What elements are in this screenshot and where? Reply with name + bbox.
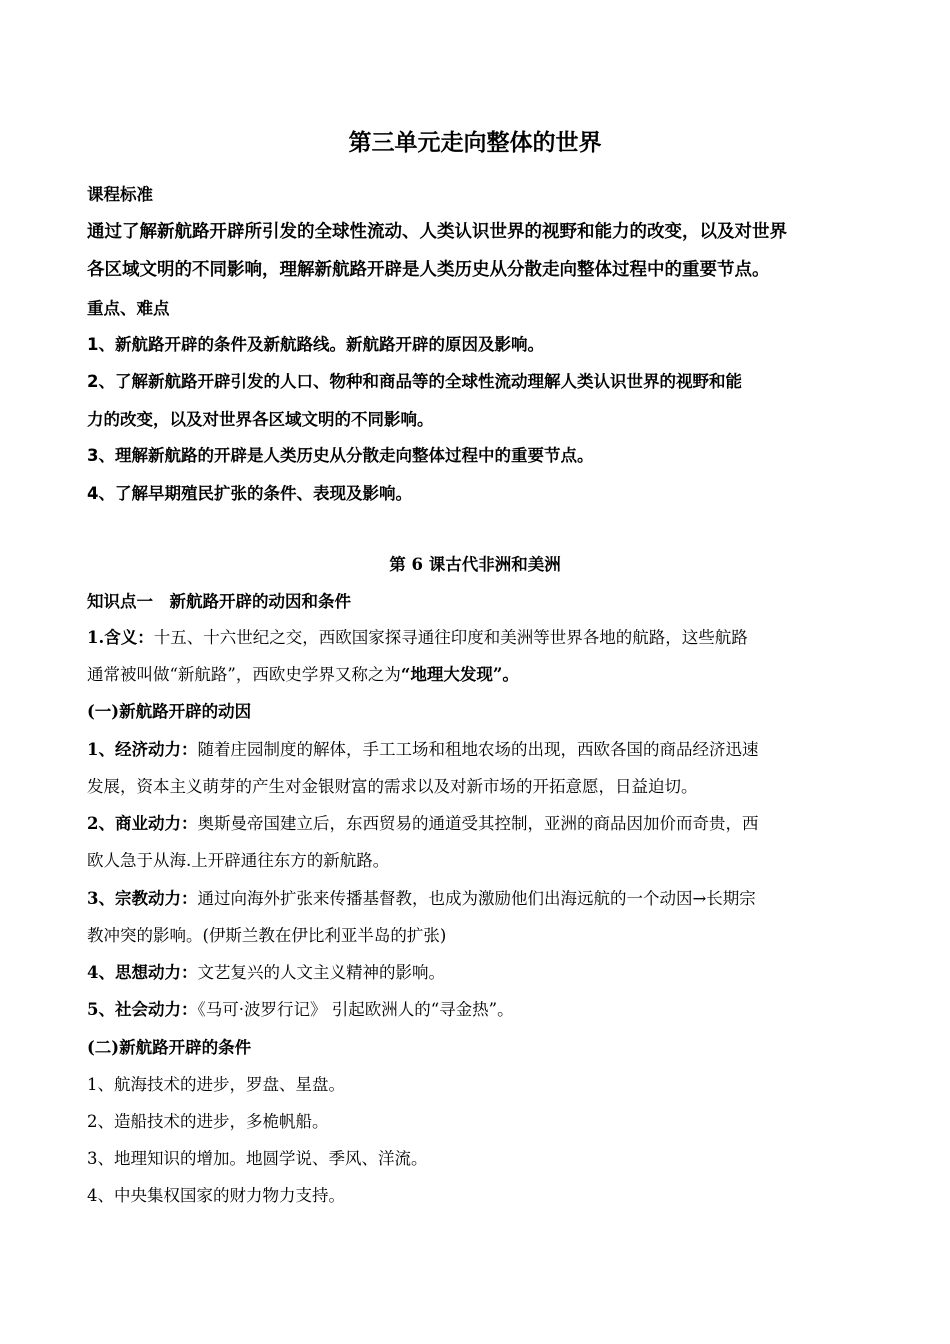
definition-term: “地理大发现”。 [400,665,519,684]
motive-2-line-2: 欧人急于从海.上开辟通往东方的新航路。 [87,851,390,870]
unit-title: 第三单元走向整体的世界 [348,129,602,156]
motive-3-line-1 [87,885,867,909]
definition-text-1: 十五、十六世纪之交，西欧国家探寻通往印度和美洲等世界各地的航路，这些航路 [153,628,748,647]
knowledge-point-heading: 知识点一 新航路开辟的动因和条件 [87,592,351,611]
definition-label: 1.含义： [87,628,154,647]
key-points-heading: 重点、难点 [87,299,170,318]
motive-3-text-1: 通过向海外扩张来传播基督教，也成为激励他们出海远航的一个动因→长期宗 [197,889,756,908]
key-point-3: 3、理解新航路的开辟是人类历史从分散走向整体过程中的重要节点。 [87,446,594,465]
motive-2-line-1 [87,810,867,834]
key-point-4: 4、了解早期殖民扩张的条件、表现及影响。 [87,484,412,503]
definition-text-2: 通常被叫做“新航路”，西欧史学界又称之为 [87,665,401,684]
motive-1-line-1 [87,736,867,760]
motive-5-label: 5、社会动力： [87,1000,198,1019]
motive-1-label: 1、经济动力： [87,740,198,759]
lesson-title: 第 6 课古代非洲和美洲 [389,555,561,574]
motive-4-text: 文艺复兴的人文主义精神的影响。 [197,963,445,982]
key-point-1: 1、新航路开辟的条件及新航路线。新航路开辟的原因及影响。 [87,335,544,354]
motive-5-text: 《马可·波罗行记》 引起欧洲人的“寻金热”。 [197,1000,514,1019]
motive-3-line-2: 教冲突的影响。(伊斯兰教在伊比利亚半岛的扩张) [87,926,447,945]
curriculum-line-2: 各区域文明的不同影响，理解新航路开辟是人类历史从分散走向整体过程中的重要节点。 [87,260,770,280]
definition-line-1 [87,624,867,648]
condition-4: 4、中央集权国家的财力物力支持。 [87,1186,345,1205]
key-point-2b: 力的改变，以及对世界各区域文明的不同影响。 [87,410,434,429]
motive-5-line [87,996,867,1020]
condition-3: 3、地理知识的增加。地圆学说、季风、洋流。 [87,1149,428,1168]
condition-1: 1、航海技术的进步，罗盘、星盘。 [87,1075,345,1094]
key-point-2a: 2、了解新航路开辟引发的人口、物种和商品等的全球性流动理解人类认识世界的视野和能 [87,372,742,391]
motive-3-label: 3、宗教动力： [87,889,198,908]
motives-heading: (一)新航路开辟的动因 [87,702,252,721]
motive-1-text-1: 随着庄园制度的解体，手工工场和租地农场的出现，西欧各国的商品经济迅速 [197,740,759,759]
condition-2: 2、造船技术的进步，多桅帆船。 [87,1112,329,1131]
motive-4-label: 4、思想动力： [87,963,198,982]
definition-line-2 [87,661,867,685]
curriculum-heading: 课程标准 [87,185,153,204]
conditions-heading: (二)新航路开辟的条件 [87,1038,252,1057]
motive-1-line-2: 发展，资本主义萌芽的产生对金银财富的需求以及对新市场的开拓意愿，日益迫切。 [87,777,698,796]
motive-2-text-1: 奥斯曼帝国建立后，东西贸易的通道受其控制，亚洲的商品因加价而奇贵，西 [197,814,759,833]
curriculum-line-1: 通过了解新航路开辟所引发的全球性流动、人类认识世界的视野和能力的改变，以及对世界 [87,222,787,242]
motive-2-label: 2、商业动力： [87,814,198,833]
motive-4-line [87,959,867,983]
